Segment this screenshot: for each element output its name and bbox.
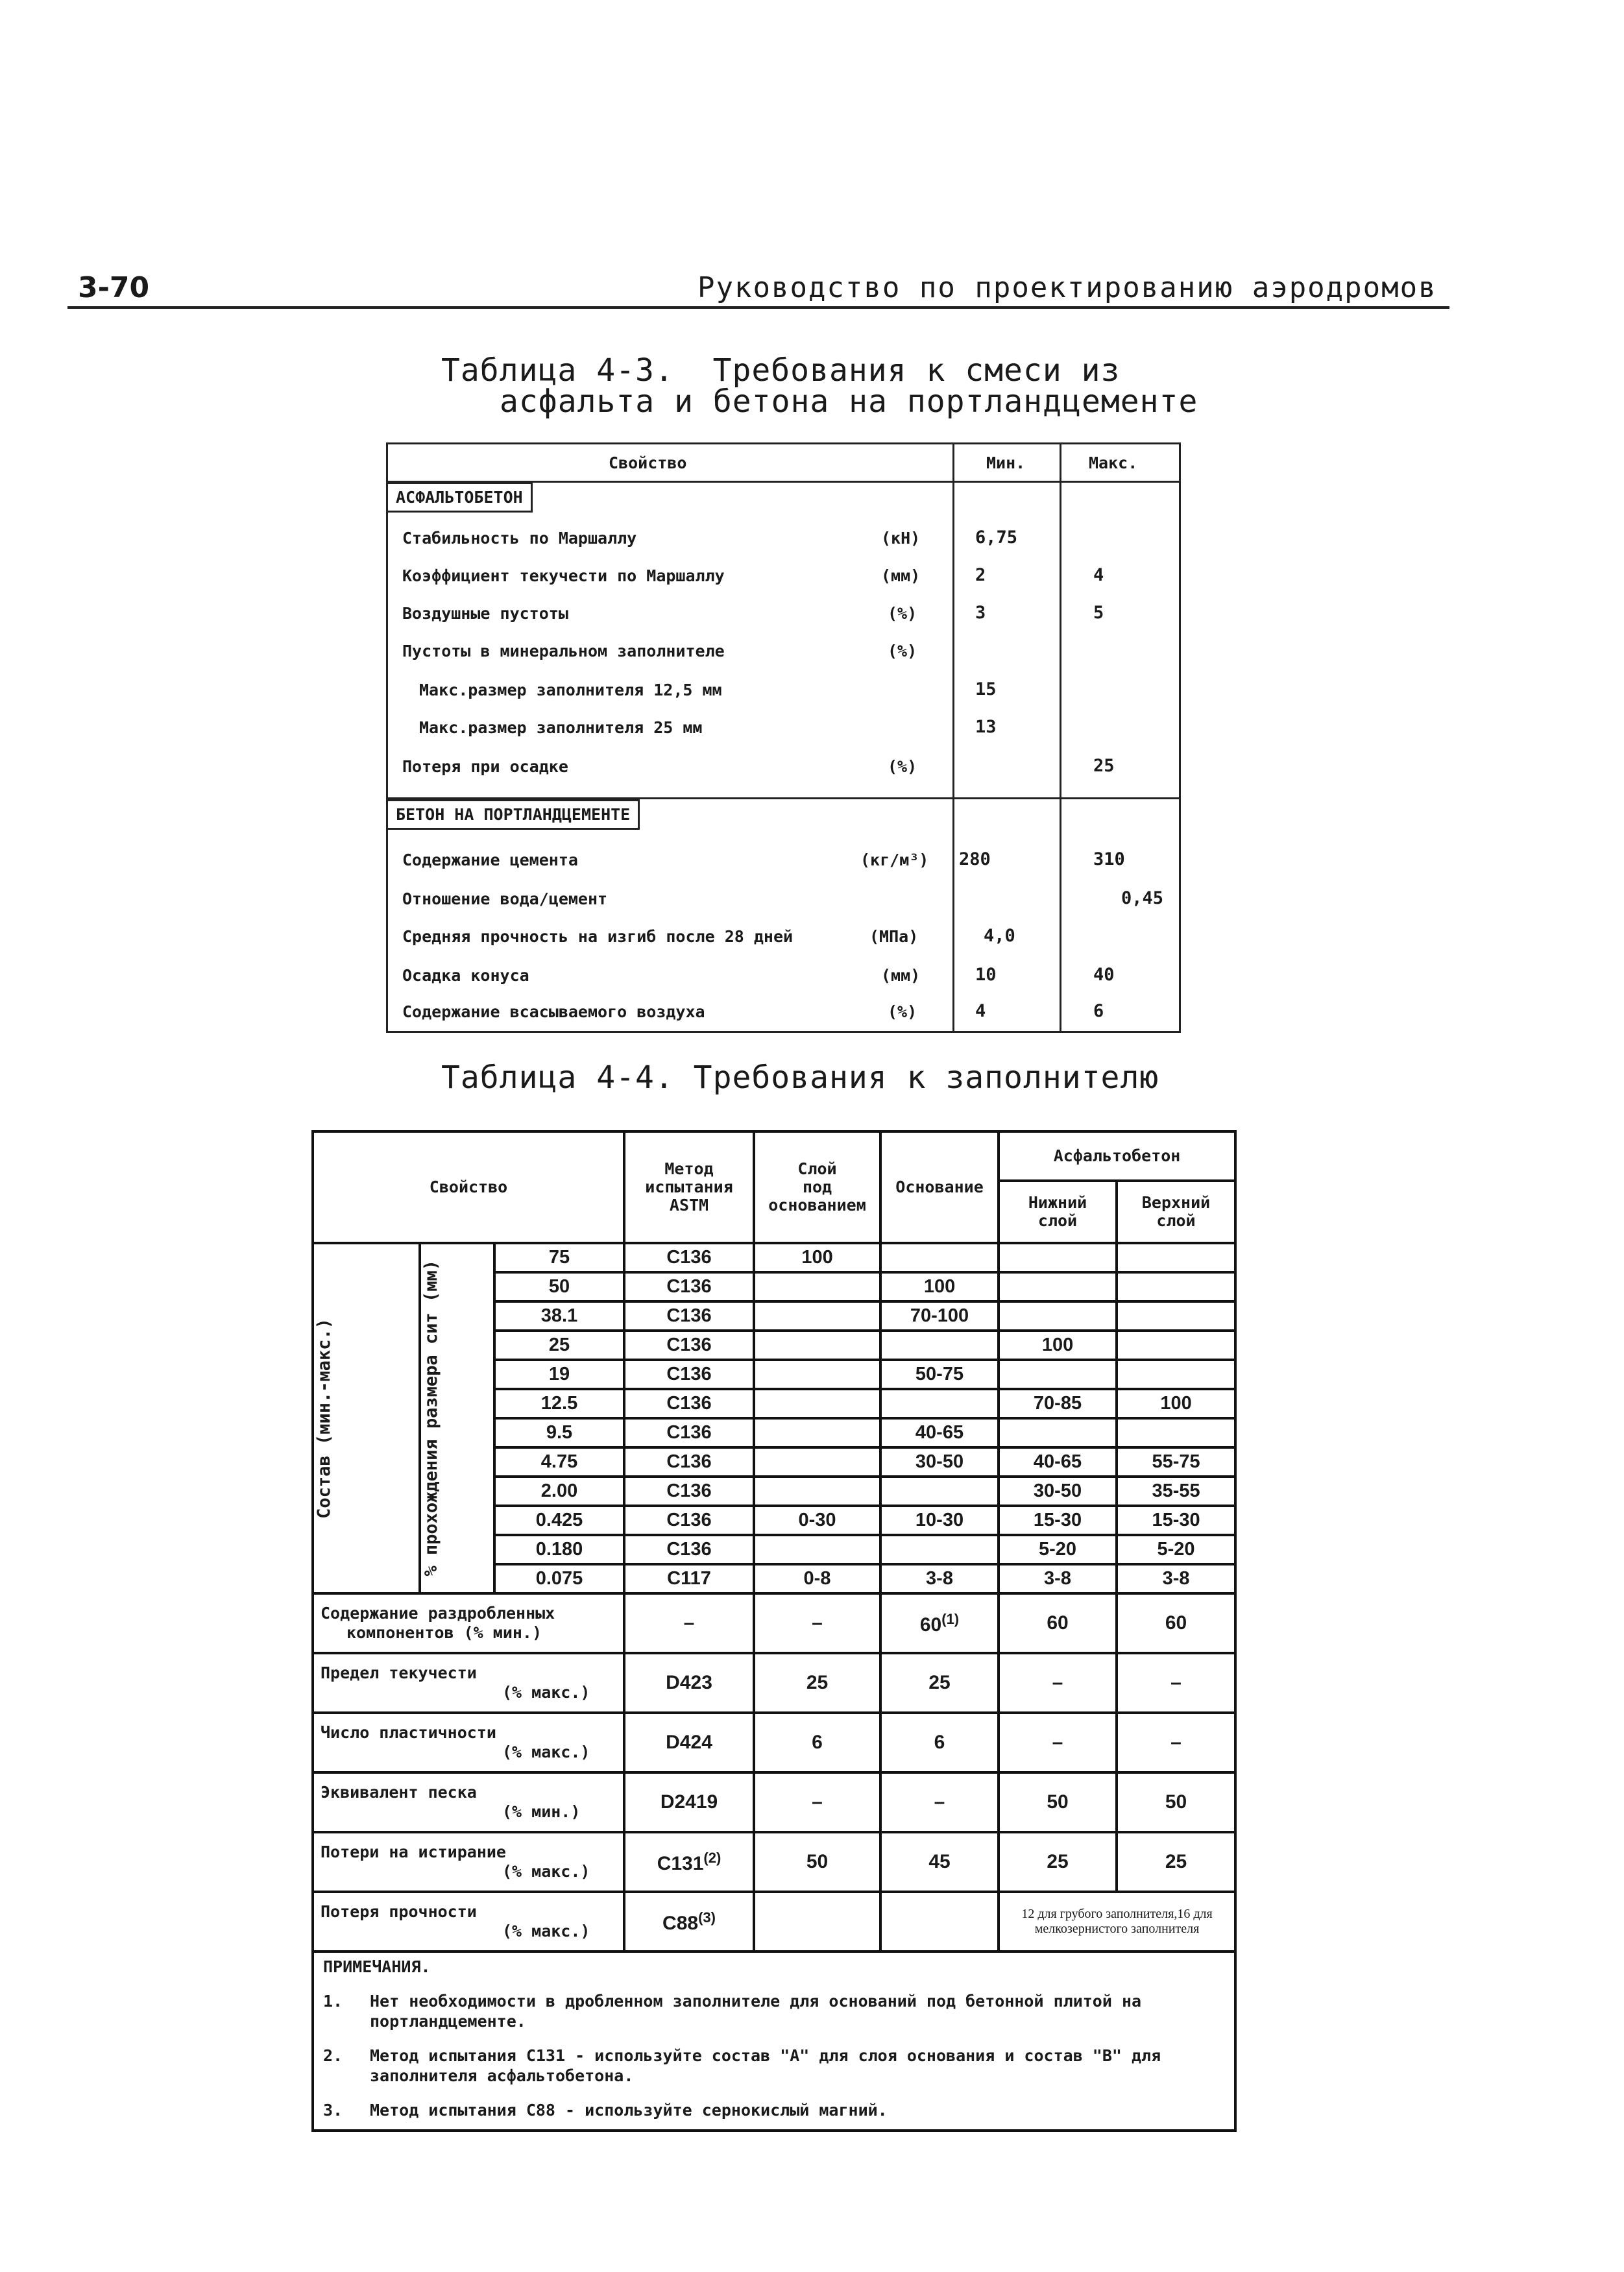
sieve: 19 [494, 1360, 624, 1389]
method: C136 [624, 1535, 754, 1564]
head-upper-layer [1117, 1181, 1235, 1243]
vert-label-inner-cell [420, 1243, 494, 1593]
lower [999, 1272, 1117, 1301]
prop-l2: (% макс.) [502, 1683, 590, 1702]
base: 50-75 [880, 1360, 999, 1389]
row-name: Осадка конуса [402, 966, 529, 985]
row-name: Средняя прочность на изгиб после 28 дней [402, 927, 794, 946]
subbase: 100 [754, 1243, 880, 1272]
upper: 15-30 [1117, 1506, 1235, 1535]
col-max-header: Макс. [1089, 453, 1138, 472]
base [880, 1535, 999, 1564]
row-min: 3 [975, 603, 986, 623]
prop-sand-equivalent [313, 1772, 624, 1832]
row-unit: (МПа) [869, 927, 919, 946]
row-min: 15 [975, 679, 997, 699]
upper [1117, 1272, 1235, 1301]
note-number: 1. [323, 1992, 343, 2011]
note-text: Метод испытания C88 - используйте сернокислый магний. [370, 2101, 888, 2120]
table-4-4-grid [311, 1130, 1237, 2132]
row-min: 10 [975, 965, 997, 985]
base: 6 [880, 1713, 999, 1772]
prop-l1: Потеря прочности [321, 1902, 477, 1921]
lower [999, 1301, 1117, 1331]
upper [1117, 1301, 1235, 1331]
note-text: Нет необходимости в дробленном заполнителе для оснований под бетонной плитой на портландцементе. [370, 1992, 1142, 2031]
upper: 60 [1117, 1593, 1235, 1653]
row-name: Макс.размер заполнителя 12,5 мм [419, 681, 722, 699]
head-base: Основание [880, 1131, 999, 1243]
subbase [754, 1447, 880, 1477]
footnote-ref: (1) [941, 1610, 960, 1627]
subbase: 25 [754, 1653, 880, 1713]
base: 70-100 [880, 1301, 999, 1331]
footnote-ref: (3) [698, 1909, 716, 1926]
prop-l1: Эквивалент песка [321, 1783, 477, 1802]
row-name: Стабильность по Маршаллу [402, 529, 637, 548]
row-name: Потеря при осадке [402, 757, 568, 776]
table-4-3-caption-line2: асфальта и бетона на портландцементе [500, 383, 1198, 420]
head-lower-l2: слой [1037, 1211, 1078, 1230]
lower: 70-85 [999, 1389, 1117, 1418]
head-method-l2: испытания [645, 1178, 733, 1196]
method-value: C131 [657, 1852, 704, 1874]
method: C136 [624, 1243, 754, 1272]
method: C136 [624, 1389, 754, 1418]
subbase [754, 1535, 880, 1564]
row-max: 0,45 [1121, 888, 1164, 908]
row-name: Макс.размер заполнителя 25 мм [419, 718, 703, 737]
sieve: 2.00 [494, 1477, 624, 1506]
base: 3-8 [880, 1564, 999, 1593]
base [880, 1593, 999, 1653]
lower: – [999, 1653, 1117, 1713]
method: C136 [624, 1331, 754, 1360]
row-unit: (мм) [881, 566, 921, 585]
lower: 50 [999, 1772, 1117, 1832]
lower: 25 [999, 1832, 1117, 1892]
head-method-l1: Метод [664, 1159, 714, 1178]
upper [1117, 1418, 1235, 1447]
lower: 30-50 [999, 1477, 1117, 1506]
row-name: Содержание цемента [402, 851, 578, 869]
prop-l2: компонентов (% мин.) [346, 1623, 542, 1642]
head-asphalt: Асфальтобетон [999, 1131, 1235, 1181]
subbase: – [754, 1772, 880, 1832]
row-max: 6 [1093, 1001, 1104, 1021]
row-unit: (%) [888, 642, 917, 660]
head-property: Свойство [313, 1131, 624, 1243]
lower: 3-8 [999, 1564, 1117, 1593]
sieve: 25 [494, 1331, 624, 1360]
subbase [754, 1892, 880, 1952]
method: – [624, 1593, 754, 1653]
method: D423 [624, 1653, 754, 1713]
sieve: 4.75 [494, 1447, 624, 1477]
prop-l2: (% мин.) [502, 1802, 581, 1821]
base [880, 1331, 999, 1360]
upper: 50 [1117, 1772, 1235, 1832]
row-min: 4 [975, 1001, 986, 1021]
method: C136 [624, 1360, 754, 1389]
note-text: Метод испытания C131 - используйте состав "А" для слоя основания и состав "В" для заполнителя асфальтобетона. [370, 2046, 1161, 2085]
prop-crushed [313, 1593, 624, 1653]
head-method [624, 1131, 754, 1243]
head-method-l3: ASTM [669, 1196, 709, 1215]
upper: 3-8 [1117, 1564, 1235, 1593]
row-min: 280 [959, 849, 991, 869]
section-portland-concrete: БЕТОН НА ПОРТЛАНДЦЕМЕНТЕ [388, 799, 640, 830]
col-property-header: Свойство [609, 453, 687, 472]
method: C136 [624, 1506, 754, 1535]
row-max: 40 [1093, 965, 1115, 985]
method [624, 1832, 754, 1892]
table-4-3-divider [952, 444, 954, 1031]
table-4-3-caption-line1: Таблица 4-3. Требования к смеси из [441, 352, 1121, 389]
head-upper-l1: Верхний [1141, 1193, 1211, 1212]
vert-label-outer-cell [313, 1243, 420, 1593]
notes-block [313, 1952, 1235, 2131]
head-subbase [754, 1131, 880, 1243]
lower: 15-30 [999, 1506, 1117, 1535]
upper [1117, 1331, 1235, 1360]
row-max: 4 [1093, 565, 1104, 585]
section-asphalt-concrete: АСФАЛЬТОБЕТОН [388, 482, 533, 513]
sieve: 9.5 [494, 1418, 624, 1447]
note-item [323, 1991, 1225, 2031]
sieve: 38.1 [494, 1301, 624, 1331]
col-min-header: Мин. [986, 453, 1026, 472]
prop-l2: (% макс.) [502, 1922, 590, 1940]
prop-soundness-loss [313, 1892, 624, 1952]
lower: 5-20 [999, 1535, 1117, 1564]
method: C136 [624, 1418, 754, 1447]
row-min: 4,0 [984, 926, 1015, 946]
upper: 25 [1117, 1832, 1235, 1892]
row-min: 6,75 [975, 527, 1018, 548]
base [880, 1477, 999, 1506]
prop-abrasion [313, 1832, 624, 1892]
head-lower-layer [999, 1181, 1117, 1243]
sieve: 50 [494, 1272, 624, 1301]
base-value: 60 [919, 1613, 942, 1636]
row-name: Воздушные пустоты [402, 604, 568, 623]
prop-liquid-limit [313, 1653, 624, 1713]
row-min: 2 [975, 565, 986, 585]
subbase [754, 1389, 880, 1418]
prop-plasticity [313, 1713, 624, 1772]
subbase: 0-8 [754, 1564, 880, 1593]
subbase [754, 1301, 880, 1331]
subbase [754, 1418, 880, 1447]
row-name: Коэффициент текучести по Маршаллу [402, 566, 725, 585]
sieve: 0.425 [494, 1506, 624, 1535]
note-item [323, 2100, 1225, 2120]
subbase: 6 [754, 1713, 880, 1772]
row-unit: (%) [888, 604, 917, 623]
prop-l1: Число пластичности [321, 1723, 496, 1742]
lower: 100 [999, 1331, 1117, 1360]
base: 100 [880, 1272, 999, 1301]
method [624, 1892, 754, 1952]
base: 30-50 [880, 1447, 999, 1477]
upper: – [1117, 1653, 1235, 1713]
method: C136 [624, 1477, 754, 1506]
method-value: C88 [662, 1912, 699, 1934]
row-min: 13 [975, 717, 997, 737]
lower [999, 1243, 1117, 1272]
note-number: 3. [323, 2101, 343, 2120]
vert-label-outer: Состав (мин.-макс.) [314, 1318, 334, 1519]
prop-l1: Содержание раздробленных [321, 1604, 555, 1623]
base [880, 1892, 999, 1952]
note-item [323, 2046, 1225, 2086]
row-unit: (%) [888, 757, 917, 776]
head-subbase-l2: под [802, 1178, 832, 1196]
subbase [754, 1477, 880, 1506]
header-rule [67, 306, 1449, 309]
prop-l2: (% макс.) [502, 1862, 590, 1881]
row-name: Отношение вода/цемент [402, 889, 608, 908]
head-subbase-l1: Слой [797, 1159, 837, 1178]
base [880, 1243, 999, 1272]
base [880, 1389, 999, 1418]
upper: 5-20 [1117, 1535, 1235, 1564]
lower [999, 1418, 1117, 1447]
table-4-3 [386, 442, 1181, 1033]
subbase [754, 1272, 880, 1301]
method: C136 [624, 1272, 754, 1301]
method: C117 [624, 1564, 754, 1593]
lower [999, 1360, 1117, 1389]
subbase [754, 1360, 880, 1389]
lower: 60 [999, 1593, 1117, 1653]
lower: – [999, 1713, 1117, 1772]
head-lower-l1: Нижний [1028, 1193, 1087, 1212]
note-number: 2. [323, 2046, 343, 2065]
running-head: Руководство по проектированию аэродромов [697, 271, 1437, 304]
prop-l1: Предел текучести [321, 1663, 477, 1682]
row-unit: (%) [888, 1002, 917, 1021]
lower: 40-65 [999, 1447, 1117, 1477]
vert-label-inner: % прохождения размера сит (мм) [421, 1260, 441, 1577]
upper: – [1117, 1713, 1235, 1772]
row-unit: (кг/м³) [860, 851, 929, 869]
notes-title: ПРИМЕЧАНИЯ. [323, 1957, 431, 1976]
subbase [754, 1331, 880, 1360]
base: 45 [880, 1832, 999, 1892]
sieve: 12.5 [494, 1389, 624, 1418]
base: 25 [880, 1653, 999, 1713]
sieve: 0.075 [494, 1564, 624, 1593]
method: D2419 [624, 1772, 754, 1832]
row-max: 25 [1093, 756, 1115, 776]
row-name: Пустоты в минеральном заполнителе [402, 642, 725, 660]
base: 40-65 [880, 1418, 999, 1447]
base: 10-30 [880, 1506, 999, 1535]
upper: 35-55 [1117, 1477, 1235, 1506]
prop-l1: Потери на истирание [321, 1843, 506, 1861]
method: C136 [624, 1301, 754, 1331]
head-subbase-l3: основанием [768, 1196, 866, 1215]
subbase: 50 [754, 1832, 880, 1892]
row-max: 5 [1093, 603, 1104, 623]
table-4-4-caption: Таблица 4-4. Требования к заполнителю [441, 1059, 1159, 1096]
upper [1117, 1360, 1235, 1389]
row-name: Содержание всасываемого воздуха [402, 1002, 705, 1021]
subbase: – [754, 1593, 880, 1653]
head-upper-l2: слой [1156, 1211, 1196, 1230]
prop-l2: (% макс.) [502, 1743, 590, 1761]
upper: 55-75 [1117, 1447, 1235, 1477]
row-unit: (кН) [881, 529, 921, 548]
upper: 100 [1117, 1389, 1235, 1418]
method: D424 [624, 1713, 754, 1772]
page-number: 3-70 [78, 271, 150, 304]
row-unit: (мм) [881, 966, 921, 985]
asphalt-loss-note: 12 для грубого заполнителя,16 для мелкозернистого заполнителя [999, 1892, 1235, 1952]
method: C136 [624, 1447, 754, 1477]
sieve: 75 [494, 1243, 624, 1272]
table-4-3-divider [1060, 444, 1061, 1031]
sieve: 0.180 [494, 1535, 624, 1564]
upper [1117, 1243, 1235, 1272]
table-4-4 [311, 1130, 1234, 2120]
base: – [880, 1772, 999, 1832]
footnote-ref: (2) [703, 1849, 721, 1866]
subbase: 0-30 [754, 1506, 880, 1535]
row-max: 310 [1093, 849, 1125, 869]
